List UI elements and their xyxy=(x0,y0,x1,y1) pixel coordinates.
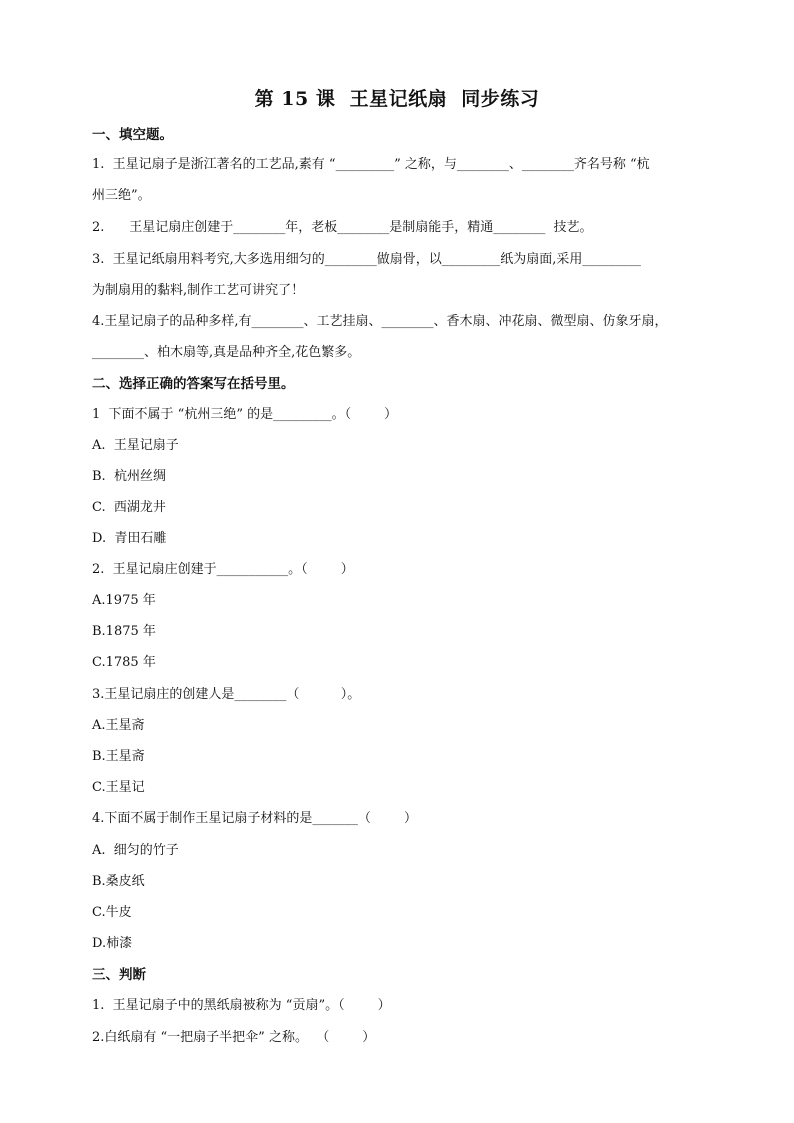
choice-question-4-option: C.牛皮 xyxy=(92,905,132,920)
fill-question-1-line-2: 州三绝”。 xyxy=(92,188,151,203)
fill-question-4-line-1: 4.王星记扇子的品种多样,有________、工艺挂扇、________、香木扇、冲花扇、微型扇、仿象牙扇， xyxy=(92,314,668,329)
choice-question-1: 1 下面不属于 “杭州三绝” 的是_________。（ ） xyxy=(92,407,398,422)
choice-question-3: 3.王星记扇庄的创建人是________（ ）。 xyxy=(92,687,361,702)
page-title: 第 15 课 王星记纸扇 同步练习 xyxy=(254,88,540,110)
choice-question-1-option: D. 青田石雕 xyxy=(92,531,167,546)
choice-question-4: 4.下面不属于制作王星记扇子材料的是_______（ ） xyxy=(92,811,417,826)
choice-question-4-option: B.桑皮纸 xyxy=(92,874,145,889)
choice-question-1-option: B. 杭州丝绸 xyxy=(92,469,166,484)
section-heading-fill-blank: 一、填空题。 xyxy=(92,127,173,143)
judge-question-1: 1. 王星记扇子中的黑纸扇被称为 “贡扇”。（ ） xyxy=(92,998,391,1013)
choice-question-2-option: B.1875 年 xyxy=(92,624,156,639)
choice-question-3-option: C.王星记 xyxy=(92,780,145,795)
choice-question-4-option: D.柿漆 xyxy=(92,936,133,951)
choice-question-2: 2. 王星记扇庄创建于___________。（ ） xyxy=(92,562,354,577)
judge-question-2: 2.白纸扇有 “一把扇子半把伞” 之称。 （ ） xyxy=(92,1030,376,1045)
choice-question-1-option: A. 王星记扇子 xyxy=(92,438,179,453)
choice-question-2-option: A.1975 年 xyxy=(92,593,156,608)
fill-question-2: 2. 王星记扇庄创建于________年，老板________是制扇能手，精通________ 技艺。 xyxy=(92,220,593,235)
fill-question-3-line-2: 为制扇用的黏料,制作工艺可讲究了！ xyxy=(92,283,305,298)
fill-question-4-line-2: ________、柏木扇等,真是品种齐全,花色繁多。 xyxy=(92,345,361,360)
fill-question-1-line-1: 1. 王星记扇子是浙江著名的工艺品,素有 “_________” 之称，与________、________齐名号称 “杭 xyxy=(92,157,650,172)
choice-question-4-option: A. 细匀的竹子 xyxy=(92,843,179,858)
choice-question-3-option: B.王星斋 xyxy=(92,749,145,764)
section-heading-judge: 三、判断 xyxy=(92,967,146,983)
section-heading-choice: 二、选择正确的答案写在括号里。 xyxy=(92,376,295,392)
choice-question-3-option: A.王星斋 xyxy=(92,718,145,733)
choice-question-1-option: C. 西湖龙井 xyxy=(92,500,166,515)
fill-question-3-line-1: 3. 王星记纸扇用料考究,大多选用细匀的________做扇骨，以_________纸为扇面,采用_________ xyxy=(92,252,641,267)
choice-question-2-option: C.1785 年 xyxy=(92,655,156,670)
